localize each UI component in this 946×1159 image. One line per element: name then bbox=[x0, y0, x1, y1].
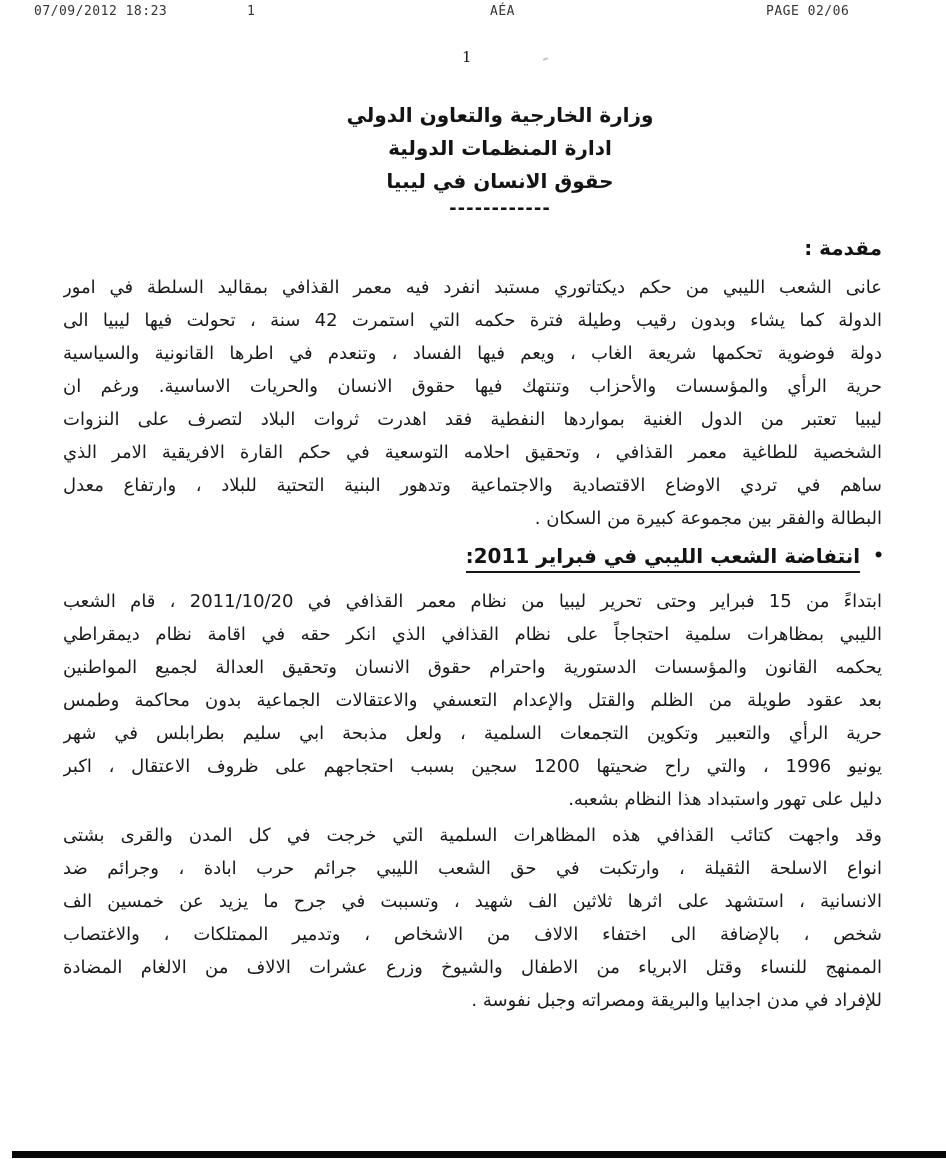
paragraph-line: ليبيا تعتبر من الدول الغنية بمواردها النفطية فقد اهدرت ثروات البلاد لتصرف على النزوات bbox=[63, 409, 882, 430]
title-line-subject: حقوق الانسان في ليبيا bbox=[386, 169, 614, 193]
paragraph-line: للإفراد في مدن اجدابيا والبريقة ومصراته وجبل نفوسة . bbox=[471, 990, 882, 1011]
paragraph-line: الانسانية ، استشهد على اثرها ثلاثين الف شهيد ، وتسببت في جرح ما يزيد عن خمسين الف bbox=[63, 891, 882, 912]
paragraph-line: دولة فوضوية تحكمها شريعة الغاب ، ويعم فيها الفساد ، وتنعدم في اطرها القانونية والسياسية bbox=[63, 343, 882, 364]
scan-edge-artifact bbox=[12, 1151, 946, 1158]
fax-header bbox=[0, 4, 946, 20]
scan-speck bbox=[543, 57, 548, 60]
paragraph-line: الدولة كما يشاء وبدون رقيب وطيلة فترة حكمه التي استمرت 42 سنة ، تحولت فيها ليبيا الى bbox=[63, 310, 882, 331]
paragraph-line: ابتداءً من 15 فبراير وحتى تحرير ليبيا من نظام معمر القذافي في 2011/10/20 ، قام الشعب bbox=[63, 591, 882, 612]
uprising-paragraph-2 bbox=[63, 819, 882, 1017]
document-title-block bbox=[54, 99, 946, 220]
paragraph-line: حرية الرأي والتعبير وتكوين التجمعات السلمية ، ولعل مذبحة ابي سليم بطرابلس في شهر bbox=[63, 723, 882, 744]
paragraph-line: شخص ، بالإضافة الى اختفاء الالاف من الاشخاص ، وتدمير الممتلكات ، والاغتصاب bbox=[63, 924, 882, 945]
fax-page-indicator: PAGE 02/06 bbox=[766, 4, 850, 19]
fax-timestamp: 07/09/2012 18:23 bbox=[34, 4, 168, 19]
paragraph-line: انواع الاسلحة الثقيلة ، وارتكبت في حق الشعب الليبي جرائم حرب ابادة ، وجرائم ضد bbox=[63, 858, 882, 879]
bullet-icon: • bbox=[873, 546, 884, 566]
fax-sender-id: AÉA bbox=[490, 4, 515, 19]
intro-heading: مقدمة : bbox=[804, 236, 882, 260]
title-line-ministry: وزارة الخارجية والتعاون الدولي bbox=[346, 103, 654, 127]
page-number: 1 bbox=[462, 48, 472, 66]
uprising-heading: انتفاضة الشعب الليبي في فبراير 2011: bbox=[466, 544, 860, 573]
paragraph-line: يونيو 1996 ، والتي راح ضحيتها 1200 سجين بسبب احتجاجهم على ظروف الاعتقال ، اكبر bbox=[63, 756, 882, 777]
paragraph-line: الليبي بمظاهرات سلمية احتجاجاً على نظام القذافي الذي انكر حقه في اقامة نظام ديمقراطي bbox=[63, 624, 882, 645]
paragraph-line: الشخصية للطاغية معمر القذافي ، وتحقيق احلامه التوسعية في حكم القارة الافريقية الامر الذي bbox=[63, 442, 882, 463]
intro-paragraph bbox=[63, 271, 882, 535]
paragraph-line: عانى الشعب الليبي من حكم ديكتاتوري مستبد انفرد فيه معمر القذافي بمقاليد السلطة في امور bbox=[63, 277, 882, 298]
paragraph-line: وقد واجهت كتائب القذافي هذه المظاهرات السلمية التي خرجت في كل المدن والقرى بشتى bbox=[63, 825, 882, 846]
paragraph-line: يحكمه القانون والمؤسسات الدستورية واحترام حقوق الانسان وتحقيق العدالة لجميع المواطنين bbox=[63, 657, 882, 678]
uprising-heading-row bbox=[466, 544, 884, 573]
uprising-paragraph-1 bbox=[63, 585, 882, 816]
title-line-department: ادارة المنظمات الدولية bbox=[388, 136, 612, 160]
paragraph-line: البطالة والفقر بين مجموعة كبيرة من السكان . bbox=[534, 508, 882, 529]
paragraph-line: بعد عقود طويلة من الظلم والقتل والإعدام التعسفي والاعتقالات الجماعية بدون محاكمة وطمس bbox=[63, 690, 882, 711]
paragraph-line: ساهم في تردي الاوضاع الاقتصادية والاجتماعية وتدهور البنية التحتية للبلاد ، وارتفاع معدل bbox=[63, 475, 882, 496]
fax-station-number: 1 bbox=[247, 4, 256, 19]
paragraph-line: دليل على تهور واستبداد هذا النظام بشعبه. bbox=[568, 789, 882, 810]
paragraph-line: الممنهج للنساء وقتل الابرياء من الاطفال والشيوخ وزرع عشرات الالاف من الالغام المضادة bbox=[63, 957, 882, 978]
paragraph-line: حرية الرأي والمؤسسات والأحزاب وتنتهك فيها حقوق الانسان والحريات الاساسية. ورغم ان bbox=[63, 376, 882, 397]
title-separator: ------------ bbox=[449, 198, 551, 219]
